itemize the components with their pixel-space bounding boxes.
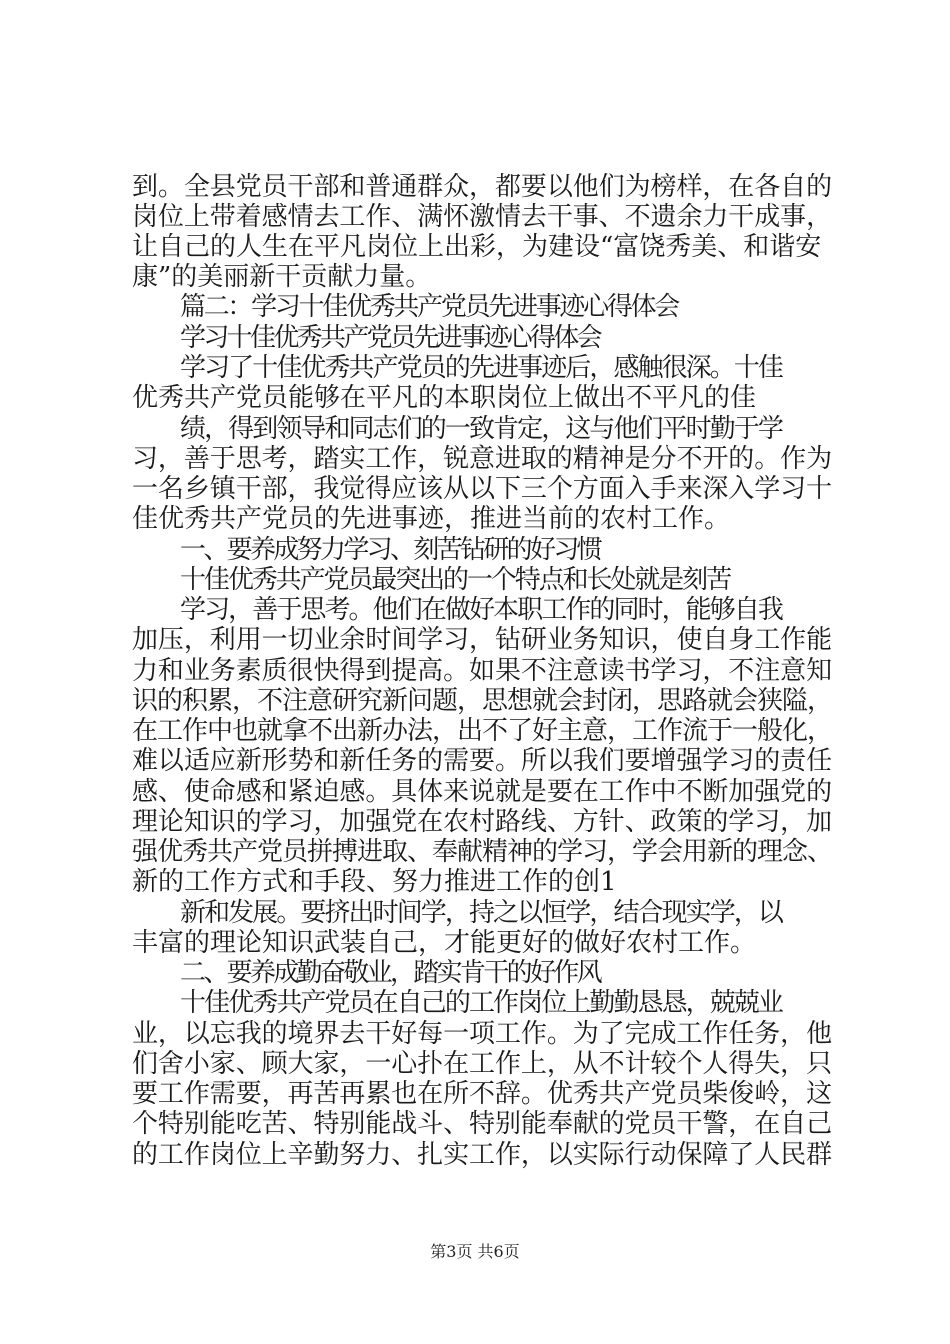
text-line: 要工作需要，再苦再累也在所不辞。优秀共产党员柴俊岭，这	[132, 1079, 833, 1109]
text-line: 们舍小家、顾大家，一心扑在工作上，从不计较个人得失，只	[132, 1049, 833, 1079]
text-line: 一名乡镇干部，我觉得应该从以下三个方面入手来深入学习十	[132, 474, 833, 504]
text-line: 在工作中也就拿不出新办法，出不了好主意，工作流于一般化，	[132, 716, 833, 746]
text-line: 强优秀共产党员拼搏进取、奉献精神的学习，学会用新的理念、	[132, 837, 833, 867]
text-line: 绩，得到领导和同志们的一致肯定，这与他们平时勤于学	[180, 414, 783, 444]
text-line: 理论知识的学习，加强党在农村路线、方针、政策的学习，加	[132, 807, 833, 837]
text-line: 二、要养成勤奋敬业，踏实肯干的好作风	[180, 958, 601, 988]
text-line: 学习，善于思考。他们在做好本职工作的同时，能够自我	[180, 595, 783, 625]
text-line: 优秀共产党员能够在平凡的本职岗位上做出不平凡的佳	[132, 383, 757, 413]
text-line: 新和发展。要挤出时间学，持之以恒学，结合现实学，以	[180, 898, 783, 928]
text-line: 到。全县党员干部和普通群众，都要以他们为榜样，在各自的	[132, 172, 833, 202]
text-line: 个特别能吃苦、特别能战斗、特别能奉献的党员干警，在自己	[132, 1109, 833, 1139]
text-line: 感、使命感和紧迫感。具体来说就是要在工作中不断加强党的	[132, 777, 833, 807]
text-line: 习，善于思考，踏实工作，锐意进取的精神是分不开的。作为	[132, 444, 833, 474]
page-footer: 第3页 共6页	[430, 1242, 520, 1261]
text-line: 力和业务素质很快得到提高。如果不注意读书学习，不注意知	[132, 656, 833, 686]
text-line: 岗位上带着感情去工作、满怀激情去干事、不遗余力干成事，	[132, 202, 833, 232]
text-line: 学习了十佳优秀共产党员的先进事迹后，感触很深。十佳	[180, 353, 783, 383]
text-line: 丰富的理论知识武装自己，才能更好的做好农村工作。	[132, 928, 757, 958]
text-line: 十佳优秀共产党员在自己的工作岗位上勤勤恳恳，兢兢业	[180, 988, 783, 1018]
text-line: 识的积累，不注意研究新问题，思想就会封闭，思路就会狭隘，	[132, 686, 833, 716]
text-line: 的工作岗位上辛勤努力、扎实工作，以实际行动保障了人民群	[132, 1140, 833, 1170]
text-line: 康”的美丽新干贡献力量。	[132, 262, 432, 292]
text-line: 新的工作方式和手段、努力推进工作的创1	[132, 867, 617, 897]
text-line: 难以适应新形势和新任务的需要。所以我们要增强学习的责任	[132, 746, 833, 776]
text-line: 十佳优秀共产党员最突出的一个特点和长处就是刻苦	[180, 565, 731, 595]
text-line: 一、要养成努力学习、刻苦钻研的好习惯	[180, 535, 601, 565]
text-line: 学习十佳优秀共产党员先进事迹心得体会	[180, 323, 601, 353]
text-line: 加压，利用一切业余时间学习，钻研业务知识，使自身工作能	[132, 625, 833, 655]
text-line: 让自己的人生在平凡岗位上出彩，为建设“富饶秀美、和谐安	[132, 232, 822, 262]
text-line: 佳优秀共产党员的先进事迹，推进当前的农村工作。	[132, 504, 731, 534]
text-line: 业，以忘我的境界去干好每一项工作。为了完成工作任务，他	[132, 1019, 833, 1049]
text-line: 篇二：学习十佳优秀共产党员先进事迹心得体会	[180, 292, 679, 322]
